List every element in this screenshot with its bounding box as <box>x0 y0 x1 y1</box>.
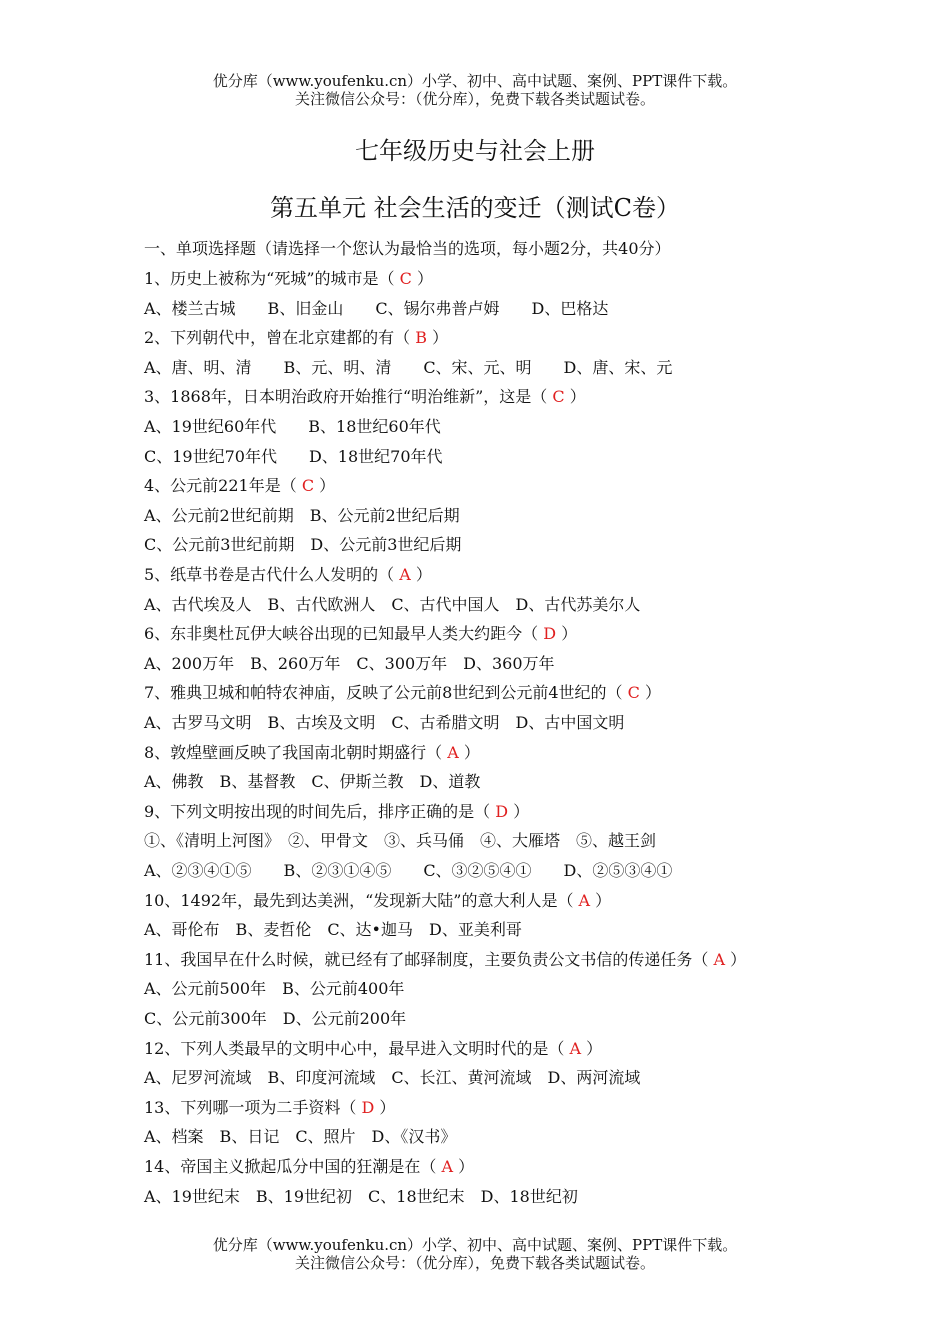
question-text: 7、雅典卫城和帕特农神庙，反映了公元前8世纪到公元前4世纪的（ <box>144 683 628 702</box>
section-heading: 一、单项选择题（请选择一个您认为最恰当的选项，每小题2分，共40分） <box>144 239 671 258</box>
answer-options: C、公元前3世纪前期 D、公元前3世纪后期 <box>144 535 462 554</box>
answer-options: A、②③④①⑤ B、②③①④⑤ C、③②⑤④① D、②⑤③④① <box>144 861 673 880</box>
answer-options: A、200万年 B、260万年 C、300万年 D、360万年 <box>144 654 555 673</box>
question-close-paren: ） <box>725 950 747 969</box>
question-stem <box>144 476 335 496</box>
answer-options: A、佛教 B、基督教 C、伊斯兰教 D、道教 <box>144 772 481 791</box>
answer-letter: C <box>552 387 565 406</box>
question-close-paren: ） <box>639 683 661 702</box>
answer-options: A、档案 B、日记 C、照片 D、《汉书》 <box>144 1127 457 1146</box>
question-stem <box>144 1157 474 1177</box>
answer-letter: C <box>627 683 640 702</box>
question-close-paren: ） <box>314 476 336 495</box>
answer-options: A、公元前2世纪前期 B、公元前2世纪后期 <box>144 506 460 525</box>
question-stem <box>144 891 611 911</box>
answer-letter: A <box>441 1157 454 1176</box>
footer-line-2: 关注微信公众号：（优分库），免费下载各类试题试卷。 <box>294 1254 655 1272</box>
answer-options: A、古代埃及人 B、古代欧洲人 C、古代中国人 D、古代苏美尔人 <box>144 595 641 614</box>
question-text: 10、1492年，最先到达美洲，“发现新大陆”的意大利人是（ <box>144 891 579 910</box>
question-stem <box>144 387 586 407</box>
question-close-paren: ） <box>374 1098 396 1117</box>
question-close-paren: ） <box>453 1157 475 1176</box>
question-text: 3、1868年，日本明治政府开始推行“明治维新”，这是（ <box>144 387 553 406</box>
question-text: 13、下列哪一项为二手资料（ <box>144 1098 362 1117</box>
footer-line-1: 优分库（www.youfenku.cn）小学、初中、高中试题、案例、PPT课件下载。 <box>212 1236 738 1254</box>
question-text: 5、纸草书卷是古代什么人发明的（ <box>144 565 400 584</box>
question-stem <box>144 624 577 644</box>
answer-options: C、公元前300年 D、公元前200年 <box>144 1009 407 1028</box>
question-close-paren: ） <box>458 743 480 762</box>
answer-letter: A <box>447 743 459 762</box>
question-stem <box>144 802 529 822</box>
question-close-paren: ） <box>427 328 449 347</box>
answer-letter: A <box>578 891 591 910</box>
question-stem <box>144 1039 602 1059</box>
question-close-paren: ） <box>556 624 578 643</box>
question-text: 14、帝国主义掀起瓜分中国的狂潮是在（ <box>144 1157 442 1176</box>
answer-options: A、尼罗河流域 B、印度河流域 C、长江、黄河流域 D、两河流域 <box>144 1068 641 1087</box>
question-close-paren: ） <box>410 565 432 584</box>
question-text: 11、我国早在什么时候，就已经有了邮驿制度，主要负责公文书信的传递任务（ <box>144 950 714 969</box>
answer-options: A、唐、明、清 B、元、明、清 C、宋、元、明 D、唐、宋、元 <box>144 358 673 377</box>
answer-options: A、19世纪60年代 B、18世纪60年代 <box>144 417 441 436</box>
answer-letter: C <box>399 269 412 288</box>
question-close-paren: ） <box>508 802 530 821</box>
question-close-paren: ） <box>411 269 433 288</box>
question-close-paren: ） <box>564 387 586 406</box>
question-text: 6、东非奥杜瓦伊大峡谷出现的已知最早人类大约距今（ <box>144 624 544 643</box>
answer-options: A、公元前500年 B、公元前400年 <box>144 979 405 998</box>
answer-options: A、楼兰古城 B、旧金山 C、锡尔弗普卢姆 D、巴格达 <box>144 299 609 318</box>
question-text: 8、敦煌壁画反映了我国南北朝时期盛行（ <box>144 743 448 762</box>
question-close-paren: ） <box>590 891 612 910</box>
question-stem <box>144 328 448 348</box>
answer-letter: A <box>569 1039 582 1058</box>
answer-options: C、19世纪70年代 D、18世纪70年代 <box>144 447 443 466</box>
question-text: 4、公元前221年是（ <box>144 476 302 495</box>
answer-letter: D <box>495 802 509 821</box>
question-stem <box>144 743 480 763</box>
question-stem <box>144 269 433 289</box>
answer-options: A、哥伦布 B、麦哲伦 C、达•迦马 D、亚美利哥 <box>144 920 522 939</box>
document-subtitle: 第五单元 社会生活的变迁（测试C卷） <box>270 194 680 222</box>
question-stem <box>144 683 661 703</box>
question-stem <box>144 565 432 585</box>
question-text: 9、下列文明按出现的时间先后，排序正确的是（ <box>144 802 496 821</box>
answer-letter: A <box>713 950 726 969</box>
header-line-2: 关注微信公众号：（优分库），免费下载各类试题试卷。 <box>294 90 655 108</box>
page-footer <box>0 1236 950 1272</box>
answer-letter: C <box>301 476 315 495</box>
answer-letter: D <box>361 1098 375 1117</box>
answer-letter: A <box>399 565 411 584</box>
question-text: 2、下列朝代中，曾在北京建都的有（ <box>144 328 416 347</box>
question-stem <box>144 1098 395 1118</box>
header-line-1: 优分库（www.youfenku.cn）小学、初中、高中试题、案例、PPT课件下载。 <box>212 72 738 90</box>
question-text: 12、下列人类最早的文明中心中，最早进入文明时代的是（ <box>144 1039 570 1058</box>
answer-options: A、19世纪末 B、19世纪初 C、18世纪末 D、18世纪初 <box>144 1187 578 1206</box>
answer-letter: D <box>543 624 557 643</box>
document-title: 七年级历史与社会上册 <box>355 137 595 165</box>
answer-options: A、古罗马文明 B、古埃及文明 C、古希腊文明 D、古中国文明 <box>144 713 625 732</box>
question-text: 1、历史上被称为“死城”的城市是（ <box>144 269 400 288</box>
answer-letter: B <box>415 328 428 347</box>
answer-options: ①、《清明上河图》 ②、甲骨文 ③、兵马俑 ④、大雁塔 ⑤、越王剑 <box>144 831 657 850</box>
page-header <box>0 72 950 108</box>
question-stem <box>144 950 746 970</box>
question-close-paren: ） <box>581 1039 603 1058</box>
